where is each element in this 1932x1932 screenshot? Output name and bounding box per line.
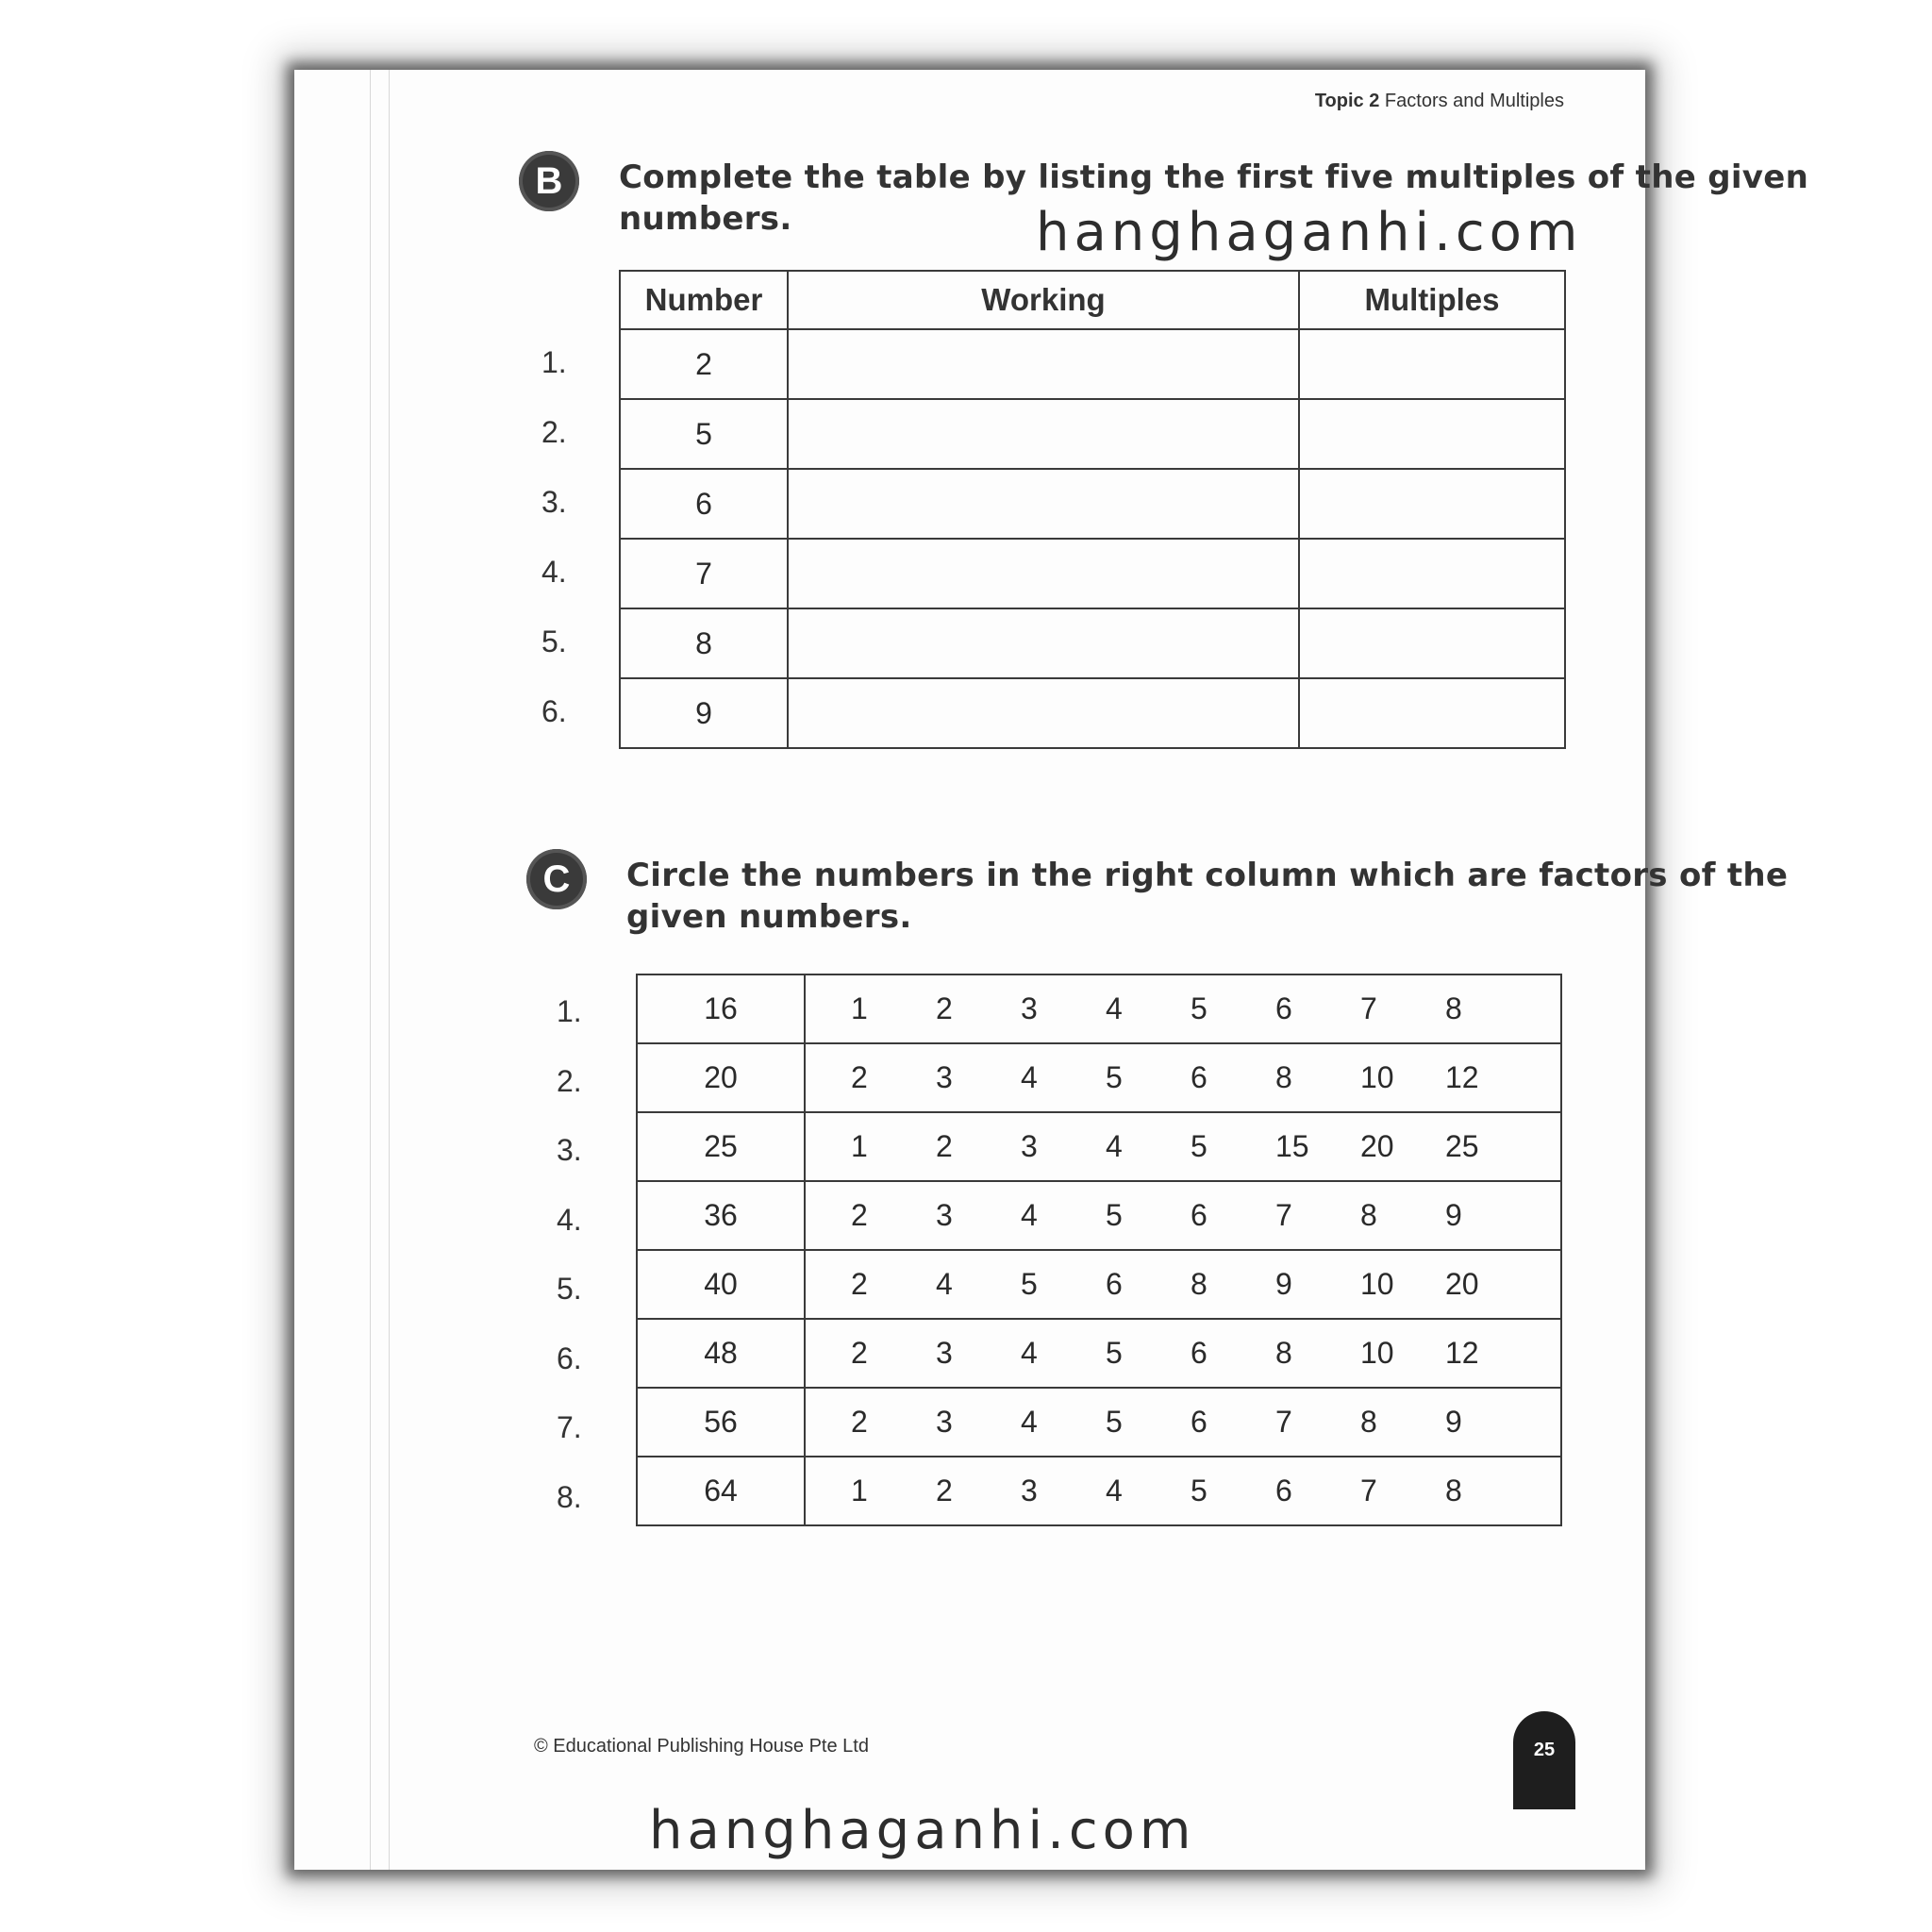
- instruction-line: given numbers.: [626, 898, 912, 936]
- factor-option[interactable]: 5: [1191, 1474, 1208, 1507]
- row-label: 6.: [557, 1341, 582, 1375]
- factor-option[interactable]: 1: [851, 991, 868, 1025]
- working-cell[interactable]: [788, 539, 1299, 608]
- factor-option[interactable]: 8: [1191, 1267, 1208, 1301]
- row-label: 3.: [557, 1133, 582, 1167]
- factor-option[interactable]: 7: [1360, 1474, 1377, 1507]
- factor-option[interactable]: 6: [1275, 991, 1292, 1025]
- page-number-tab: 25: [1513, 1711, 1575, 1809]
- watermark-top: hanghaganhi.com: [1036, 202, 1583, 263]
- factor-option[interactable]: 2: [851, 1267, 868, 1301]
- factor-option[interactable]: 9: [1445, 1198, 1462, 1232]
- table-row: [620, 608, 1565, 678]
- factor-option[interactable]: 8: [1360, 1198, 1377, 1232]
- number-cell: 8: [620, 608, 788, 678]
- working-cell[interactable]: [788, 608, 1299, 678]
- number-cell: 9: [620, 678, 788, 748]
- factor-option[interactable]: 5: [1106, 1060, 1123, 1094]
- factor-option[interactable]: 2: [851, 1336, 868, 1370]
- copyright-footer: © Educational Publishing House Pte Ltd: [534, 1736, 869, 1757]
- factor-option[interactable]: 2: [851, 1060, 868, 1094]
- table-row: [637, 1043, 1561, 1112]
- factor-option[interactable]: 5: [1106, 1198, 1123, 1232]
- factor-option[interactable]: 3: [1021, 1474, 1038, 1507]
- section-b-badge: B: [519, 151, 579, 211]
- factor-option[interactable]: 9: [1445, 1405, 1462, 1439]
- factor-options: [806, 1267, 1560, 1302]
- factors-table: [636, 974, 1562, 1526]
- factor-option[interactable]: 5: [1191, 1129, 1208, 1163]
- table-row: [620, 399, 1565, 469]
- page-fold-line: [370, 70, 371, 1870]
- factor-option[interactable]: 6: [1106, 1267, 1123, 1301]
- factor-options-cell: [805, 974, 1561, 1043]
- factor-options-cell: [805, 1250, 1561, 1319]
- table-row: [637, 1388, 1561, 1457]
- factor-options: [806, 1129, 1560, 1164]
- factor-option[interactable]: 1: [851, 1129, 868, 1163]
- working-cell[interactable]: [788, 329, 1299, 399]
- row-label: 4.: [541, 555, 567, 589]
- page-fold-line: [389, 70, 390, 1870]
- factor-options-cell: [805, 1319, 1561, 1388]
- factor-option[interactable]: 3: [936, 1060, 953, 1094]
- given-number-cell: 16: [637, 974, 805, 1043]
- factor-options-cell: [805, 1457, 1561, 1525]
- multiples-cell[interactable]: [1299, 469, 1565, 539]
- factor-option[interactable]: 6: [1191, 1060, 1208, 1094]
- factor-option[interactable]: 12: [1445, 1060, 1479, 1094]
- row-label: 3.: [541, 485, 567, 519]
- factor-option[interactable]: 7: [1360, 991, 1377, 1025]
- factor-option[interactable]: 7: [1275, 1198, 1292, 1232]
- table-row: [637, 1457, 1561, 1525]
- table-row: [620, 539, 1565, 608]
- number-cell: 7: [620, 539, 788, 608]
- factor-option[interactable]: 20: [1360, 1129, 1394, 1163]
- factor-option[interactable]: 3: [1021, 991, 1038, 1025]
- working-cell[interactable]: [788, 678, 1299, 748]
- factor-option[interactable]: 4: [1021, 1405, 1038, 1439]
- factor-option[interactable]: 8: [1445, 1474, 1462, 1507]
- factor-option[interactable]: 3: [1021, 1129, 1038, 1163]
- column-header-number: Number: [620, 271, 788, 329]
- given-number-cell: 36: [637, 1181, 805, 1250]
- factor-options-cell: [805, 1181, 1561, 1250]
- table-row: [637, 1181, 1561, 1250]
- factor-option[interactable]: 4: [1106, 1474, 1123, 1507]
- working-cell[interactable]: [788, 399, 1299, 469]
- row-label: 1.: [557, 994, 582, 1028]
- given-number-cell: 48: [637, 1319, 805, 1388]
- row-label: 4.: [557, 1202, 582, 1237]
- factor-option[interactable]: 10: [1360, 1336, 1394, 1370]
- row-label: 6.: [541, 694, 567, 728]
- factor-option[interactable]: 2: [936, 991, 953, 1025]
- factor-option[interactable]: 4: [1106, 1129, 1123, 1163]
- multiples-table: [619, 270, 1566, 749]
- table-row: [637, 1112, 1561, 1181]
- given-number-cell: 64: [637, 1457, 805, 1525]
- factor-option[interactable]: 20: [1445, 1267, 1479, 1301]
- number-cell: 5: [620, 399, 788, 469]
- factor-options: [806, 1060, 1560, 1095]
- factor-option[interactable]: 4: [1021, 1060, 1038, 1094]
- factor-option[interactable]: 12: [1445, 1336, 1479, 1370]
- given-number-cell: 56: [637, 1388, 805, 1457]
- factor-option[interactable]: 9: [1275, 1267, 1292, 1301]
- factor-option[interactable]: 8: [1275, 1060, 1292, 1094]
- factor-option[interactable]: 7: [1275, 1405, 1292, 1439]
- number-cell: 2: [620, 329, 788, 399]
- column-header-multiples: Multiples: [1299, 271, 1565, 329]
- factor-option[interactable]: 6: [1191, 1336, 1208, 1370]
- factor-option[interactable]: 3: [936, 1198, 953, 1232]
- factor-option[interactable]: 3: [936, 1405, 953, 1439]
- row-label: 5.: [557, 1272, 582, 1306]
- factor-option[interactable]: 1: [851, 1474, 868, 1507]
- multiples-cell[interactable]: [1299, 539, 1565, 608]
- factor-option[interactable]: 3: [936, 1336, 953, 1370]
- multiples-cell[interactable]: [1299, 608, 1565, 678]
- multiples-cell[interactable]: [1299, 329, 1565, 399]
- page-header: [1315, 91, 1564, 112]
- factor-options: [806, 991, 1560, 1026]
- table-header-row: [620, 271, 1565, 329]
- factor-option[interactable]: 4: [1021, 1198, 1038, 1232]
- table-row: [620, 329, 1565, 399]
- worksheet-page: [294, 70, 1809, 1870]
- factor-options: [806, 1474, 1560, 1508]
- multiples-cell[interactable]: [1299, 678, 1565, 748]
- factor-option[interactable]: 6: [1191, 1198, 1208, 1232]
- factor-options-cell: [805, 1043, 1561, 1112]
- factor-option[interactable]: 2: [936, 1474, 953, 1507]
- factor-option[interactable]: 4: [1021, 1336, 1038, 1370]
- factor-option[interactable]: 5: [1106, 1336, 1123, 1370]
- table-row: [620, 678, 1565, 748]
- table-row: [637, 974, 1561, 1043]
- factor-option[interactable]: 10: [1360, 1267, 1394, 1301]
- given-number-cell: 20: [637, 1043, 805, 1112]
- table-row: [620, 469, 1565, 539]
- row-label: 5.: [541, 625, 567, 658]
- instruction-line: Complete the table by listing the first five multiples of the given: [619, 158, 1809, 196]
- factor-option[interactable]: 25: [1445, 1129, 1479, 1163]
- row-label: 8.: [557, 1479, 582, 1514]
- factor-option[interactable]: 5: [1191, 991, 1208, 1025]
- factor-option[interactable]: 2: [851, 1405, 868, 1439]
- factor-options-cell: [805, 1388, 1561, 1457]
- factor-option[interactable]: 4: [1106, 991, 1123, 1025]
- column-header-working: Working: [788, 271, 1299, 329]
- factor-option[interactable]: 10: [1360, 1060, 1394, 1094]
- section-c-instruction: [626, 855, 1789, 938]
- row-label: 7.: [557, 1410, 582, 1444]
- factor-option[interactable]: 4: [936, 1267, 953, 1301]
- factor-options: [806, 1336, 1560, 1371]
- table-row: [637, 1250, 1561, 1319]
- instruction-line: numbers.: [619, 200, 792, 238]
- row-label: 2.: [541, 415, 567, 449]
- factor-options: [806, 1198, 1560, 1233]
- factor-options-cell: [805, 1112, 1561, 1181]
- factor-option[interactable]: 8: [1445, 991, 1462, 1025]
- given-number-cell: 25: [637, 1112, 805, 1181]
- factor-option[interactable]: 6: [1191, 1405, 1208, 1439]
- factor-options: [806, 1405, 1560, 1440]
- number-cell: 6: [620, 469, 788, 539]
- factor-option[interactable]: 2: [851, 1198, 868, 1232]
- topic-title: Factors and Multiples: [1384, 91, 1564, 111]
- factor-option[interactable]: 5: [1021, 1267, 1038, 1301]
- factor-option[interactable]: 6: [1275, 1474, 1292, 1507]
- given-number-cell: 40: [637, 1250, 805, 1319]
- factor-option[interactable]: 8: [1360, 1405, 1377, 1439]
- factor-option[interactable]: 2: [936, 1129, 953, 1163]
- row-label: 1.: [541, 345, 567, 379]
- watermark-bottom: hanghaganhi.com: [649, 1800, 1196, 1861]
- row-label: 2.: [557, 1063, 582, 1098]
- multiples-cell[interactable]: [1299, 399, 1565, 469]
- topic-number: Topic 2: [1314, 91, 1380, 111]
- table-row: [637, 1319, 1561, 1388]
- factor-option[interactable]: 15: [1275, 1129, 1309, 1163]
- instruction-line: Circle the numbers in the right column which are factors of the: [626, 857, 1789, 894]
- section-c-badge: C: [526, 849, 587, 909]
- factor-option[interactable]: 8: [1275, 1336, 1292, 1370]
- working-cell[interactable]: [788, 469, 1299, 539]
- factor-option[interactable]: 5: [1106, 1405, 1123, 1439]
